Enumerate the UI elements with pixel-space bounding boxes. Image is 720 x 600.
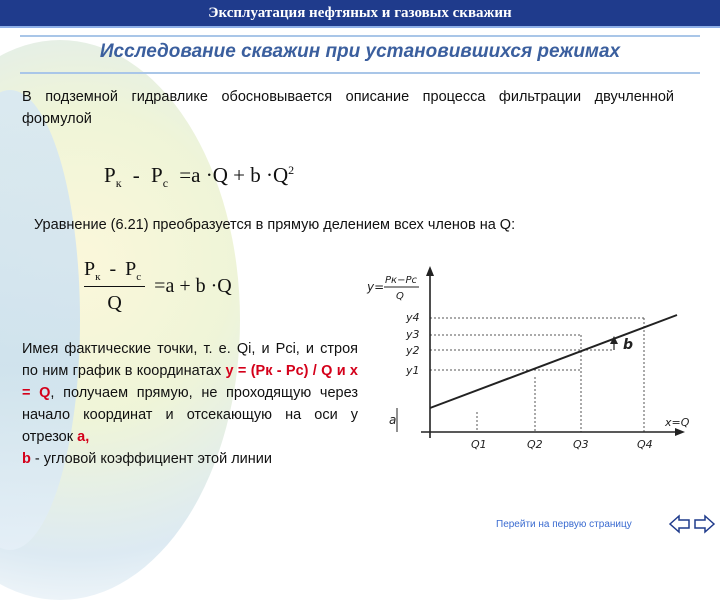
graph-y-tick-4: y4	[406, 311, 420, 324]
explanation-a: a,	[77, 429, 90, 445]
formula2-denominator: Q	[107, 292, 122, 314]
graph-x-tick-2: Q2	[527, 438, 543, 451]
transform-text: Уравнение (6.21) преобразуется в прямую делением всех членов на Q:	[34, 217, 516, 233]
header-title: Эксплуатация нефтяных и газовых скважин	[208, 5, 512, 21]
graph-regression-line	[430, 315, 677, 408]
formula2-rhs: =a + b ·Q	[154, 275, 232, 297]
formula-two-term	[104, 163, 294, 191]
explanation-b: b	[22, 451, 31, 467]
header-bar	[0, 0, 720, 28]
slide-title: Исследование скважин при установившихся режимах	[99, 41, 621, 62]
graph-figure	[359, 260, 714, 460]
graph-slope-label: b	[623, 337, 634, 353]
graph-x-axis-label: x=Q	[665, 416, 690, 429]
graph-svg	[359, 260, 714, 460]
graph-y-label-num: Pк−Pc	[385, 275, 417, 286]
formula2-pk: P	[84, 258, 96, 280]
graph-y-label-den: Q	[396, 291, 404, 302]
formula2-pk-sub: к	[95, 271, 101, 283]
arrow-right-icon[interactable]	[692, 514, 716, 534]
graph-x-tick-4: Q4	[637, 438, 653, 451]
arrow-left-icon[interactable]	[668, 514, 692, 534]
title-rule-top	[20, 35, 700, 37]
first-page-link[interactable]: Перейти на первую страницу	[496, 519, 632, 530]
formula1-pc: P	[151, 163, 163, 187]
formula2-minus: -	[109, 258, 117, 280]
graph-y-tick-3: y3	[406, 328, 420, 341]
explanation-text	[22, 338, 358, 470]
explanation-part2: , получаем прямую, не проходящую через начало координат и отсекающую на оси у отрезок	[22, 385, 358, 445]
graph-y-label-lhs: y=	[367, 280, 385, 294]
graph-intercept-label: a	[389, 413, 397, 427]
graph-x-tick-1: Q1	[471, 438, 487, 451]
formula1-rhs: =a ·Q + b ·Q	[179, 163, 289, 187]
formula1-power: 2	[288, 163, 295, 177]
graph-y-tick-2: y2	[406, 344, 420, 357]
formula2-pc-sub: с	[136, 271, 142, 283]
graph-y-tick-1: y1	[406, 364, 420, 377]
formula2-fraction-bar	[84, 286, 145, 287]
formula2-fraction	[84, 258, 145, 315]
graph-dashed-lines	[430, 318, 644, 432]
formula1-pc-sub: с	[162, 176, 169, 191]
graph-x-tick-3: Q3	[573, 438, 589, 451]
title-rule-bottom	[20, 72, 700, 74]
explanation-coords: y = (Pк - Pc) / Q и x = Q	[22, 363, 358, 401]
formula2-numerator	[84, 258, 145, 285]
explanation-part1: Имея фактические точки, т. е. Qi, и Pci, и строя по ним график в координатах	[22, 341, 358, 379]
formula1-minus: -	[132, 163, 140, 187]
formula1-pk: P	[104, 163, 116, 187]
explanation-part3: - угловой коэффициент этой линии	[30, 451, 272, 467]
graph-x-arrow	[675, 428, 685, 436]
formula1-pk-sub: к	[115, 176, 122, 191]
formula-linearized	[84, 258, 232, 315]
formula2-pc: P	[125, 258, 137, 280]
graph-y-arrow	[426, 266, 434, 276]
intro-text: В подземной гидравлике обосновывается описание процесса фильтрации двучленной формулой	[22, 89, 674, 127]
